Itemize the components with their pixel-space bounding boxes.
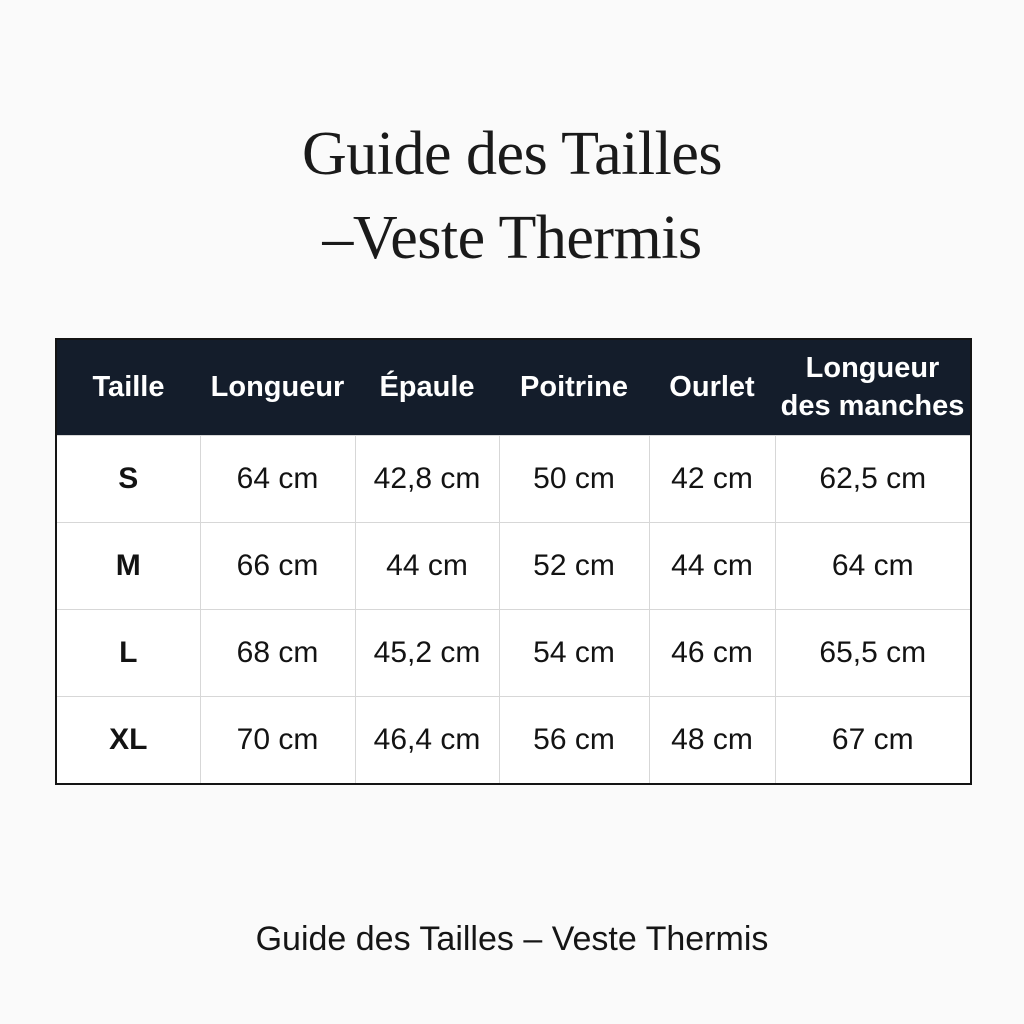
footer-caption: Guide des Tailles – Veste Thermis	[255, 920, 769, 958]
table-cell: 67 cm	[775, 697, 971, 785]
column-header-longueur: Longueur	[200, 339, 355, 436]
table-cell: 45,2 cm	[355, 610, 499, 697]
table-cell: 62,5 cm	[775, 436, 971, 523]
table-cell: 56 cm	[499, 697, 649, 785]
column-header-epaule: Épaule	[355, 339, 499, 436]
table-cell: 46,4 cm	[355, 697, 499, 785]
table-cell: 65,5 cm	[775, 610, 971, 697]
table-cell: 42 cm	[649, 436, 775, 523]
table-row-s	[56, 436, 971, 523]
title-line-2: –Veste Thermis	[322, 204, 702, 272]
title-line-1: Guide des Tailles	[302, 120, 722, 188]
table-cell: 64 cm	[200, 436, 355, 523]
table-cell: 70 cm	[200, 697, 355, 785]
size-cell: S	[56, 436, 200, 523]
table-cell: 46 cm	[649, 610, 775, 697]
table-cell: 66 cm	[200, 523, 355, 610]
table-cell: 54 cm	[499, 610, 649, 697]
page-title	[0, 112, 1024, 280]
column-header-longueur-des-manches: Longueur des manches	[775, 339, 971, 436]
table-cell: 64 cm	[775, 523, 971, 610]
table-cell: 68 cm	[200, 610, 355, 697]
table-row-m	[56, 523, 971, 610]
table-row-xl	[56, 697, 971, 785]
column-header-taille: Taille	[56, 339, 200, 436]
table-header-row	[56, 339, 971, 436]
column-header-ourlet: Ourlet	[649, 339, 775, 436]
table-row-l	[56, 610, 971, 697]
column-header-poitrine: Poitrine	[499, 339, 649, 436]
table-cell: 42,8 cm	[355, 436, 499, 523]
table-cell: 48 cm	[649, 697, 775, 785]
table-cell: 50 cm	[499, 436, 649, 523]
size-cell: L	[56, 610, 200, 697]
size-cell: XL	[56, 697, 200, 785]
table-cell: 44 cm	[649, 523, 775, 610]
size-table	[55, 338, 972, 785]
table-cell: 52 cm	[499, 523, 649, 610]
size-cell: M	[56, 523, 200, 610]
table-cell: 44 cm	[355, 523, 499, 610]
